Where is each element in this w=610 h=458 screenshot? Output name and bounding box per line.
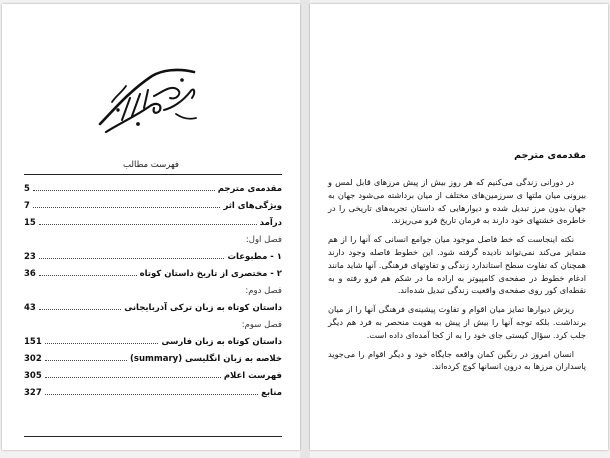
toc-leader-dots bbox=[39, 258, 225, 259]
toc-page-number: 36 bbox=[24, 268, 36, 279]
right-page bbox=[310, 4, 608, 450]
toc-entry-label: ۱ - مطبوعات bbox=[227, 251, 282, 262]
toc-entry[interactable] bbox=[24, 265, 282, 282]
toc-page-number: 23 bbox=[24, 251, 36, 262]
toc-entry[interactable] bbox=[24, 333, 282, 350]
toc-entry-label: داستان کوتاه به زبان فارسی bbox=[161, 336, 282, 347]
toc-entry[interactable] bbox=[24, 180, 282, 197]
toc-entry[interactable] bbox=[24, 299, 282, 316]
toc-page-number: 302 bbox=[24, 353, 42, 364]
toc-leader-dots bbox=[33, 207, 221, 208]
toc-page-number: 43 bbox=[24, 302, 36, 313]
toc-bottom-rule bbox=[24, 436, 282, 437]
toc-leader-dots bbox=[45, 377, 221, 378]
toc-entry[interactable] bbox=[24, 214, 282, 231]
toc-leader-dots bbox=[39, 224, 257, 225]
toc-section-heading bbox=[24, 282, 282, 299]
toc-entry-label: مقدمه‌ی مترجم bbox=[217, 183, 282, 194]
body-paragraph: در دورانی زندگی می‌کنیم که هر روز بیش از پیش مرزهای قابل لمس و بیرونی میان ملتها ی سرزمین‌های مختلف از میان برداشته می‌شود جهان به جهان بدون مرز تبدیل شده و دیوارهایی که داستان تجربه‌های تاریخی را در خاطره‌ی خشتهای خود دارند به فرمان تاریخ فرو می‌ریزند. bbox=[328, 177, 586, 226]
toc-entry-label: ویژگی‌های اثر bbox=[223, 200, 282, 211]
toc-entry-label: منابع bbox=[261, 387, 282, 398]
toc-entry-label: فصل سوم: bbox=[241, 319, 282, 330]
toc-entry[interactable] bbox=[24, 248, 282, 265]
table-of-contents bbox=[24, 180, 282, 401]
toc-entry[interactable] bbox=[24, 367, 282, 384]
toc-page-number: 151 bbox=[24, 336, 42, 347]
toc-page-number: 7 bbox=[24, 200, 30, 211]
toc-leader-dots bbox=[33, 190, 215, 191]
toc-leader-dots bbox=[45, 343, 159, 344]
body-paragraph: ریزش دیوارها تمایز میان اقوام و تفاوت پیشینه‌ی فرهنگی آنها را از میان برنداشت. بلکه توجه آنها را بیش از پیش به هویت منحصر به فرد هم دیگر جلب کرد. سؤال کیستی جای خود را به از کجا آمده‌ای داده است. bbox=[328, 304, 586, 340]
toc-leader-dots bbox=[45, 394, 258, 395]
intro-body-text bbox=[328, 176, 586, 379]
toc-page-number: 327 bbox=[24, 387, 42, 398]
toc-entry-label: فصل اول: bbox=[245, 234, 282, 245]
body-paragraph: انسان امروز در رنگین کمان واقعه جایگاه خود و دیگر اقوام را می‌جوید پاسداران مرزها به درون انسانها کوچ کرده‌اند. bbox=[328, 348, 586, 372]
toc-entry[interactable] bbox=[24, 350, 282, 367]
section-title: مقدمه‌ی مترجم bbox=[514, 150, 586, 161]
toc-title: فهرست مطالب bbox=[123, 160, 179, 170]
toc-page-number: 15 bbox=[24, 217, 36, 228]
toc-entry-label: داستان کوتاه به زبان ترکی آذربایجانی bbox=[124, 302, 282, 313]
toc-section-heading bbox=[24, 316, 282, 333]
left-page bbox=[2, 4, 300, 450]
toc-entry-label: فصل دوم: bbox=[245, 285, 282, 296]
toc-entry-label: ۲ - مختصری از تاریخ داستان کوتاه bbox=[139, 268, 282, 279]
body-paragraph: نکته اینجاست که خط فاصل موجود میان جوامع انسانی که آنها را از هم متمایز می‌کند نمی‌تواند نادیده گرفته شود. این خطوط فاصله وجود دارند همچنان که تفاوت سطح استاندارد زندگی و تفاوتهای فرهنگی. آنها شاید مانند ادغام خطوط در صفحه‌ی کامپیوتر به اراده ما در شکم هم فرو رفته و به نقطه‌ای کور روی صفحه‌ی واقعیت زندگی تبدیل شده‌اند. bbox=[328, 234, 586, 296]
toc-entry[interactable] bbox=[24, 384, 282, 401]
toc-entry[interactable] bbox=[24, 197, 282, 214]
toc-page-number: 5 bbox=[24, 183, 30, 194]
toc-page-number: 305 bbox=[24, 370, 42, 381]
toc-top-rule bbox=[24, 174, 282, 175]
toc-leader-dots bbox=[39, 309, 121, 310]
page-gutter bbox=[300, 0, 310, 458]
toc-entry-label: درآمد bbox=[259, 217, 282, 228]
basmala-calligraphy bbox=[92, 62, 202, 142]
toc-leader-dots bbox=[45, 360, 127, 361]
toc-entry-label: فهرست اعلام bbox=[223, 370, 282, 381]
toc-entry-label: خلاصه به زبان انگلیسی (summary) bbox=[130, 353, 282, 364]
toc-section-heading bbox=[24, 231, 282, 248]
toc-leader-dots bbox=[39, 275, 137, 276]
